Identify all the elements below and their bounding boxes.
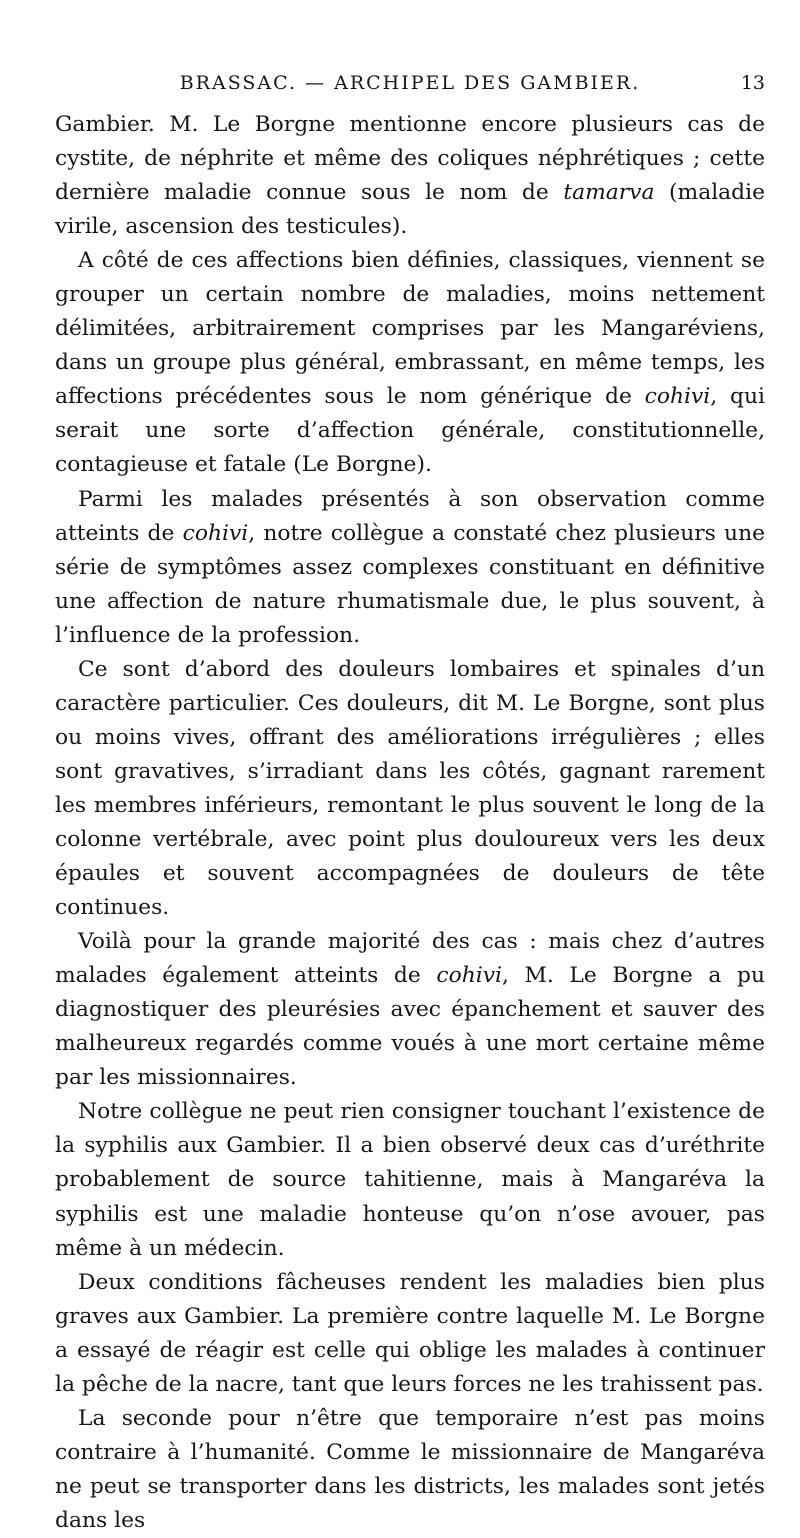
text-run: Parmi les malades présentés à son observation comme atteints de (55, 486, 765, 546)
text-run: Gambier. M. Le Borgne mentionne encore plusieurs cas de cystite, de néphrite et même des coliques néphrétiques ; cette dernière maladie connue sous le nom de (55, 112, 765, 206)
paragraph-3 (55, 483, 765, 653)
text-run: La seconde pour n’être que temporaire n’est pas moins contraire à l’humanité. Comme le missionnaire de Mangaréva ne peut se transporter dans les districts, les malades sont jetés dans les (55, 1405, 765, 1533)
paragraph-8 (55, 1402, 765, 1538)
page-number: 13 (740, 72, 765, 94)
italic-term: cohivi (644, 384, 711, 410)
text-run: Deux conditions fâcheuses rendent les maladies bien plus graves aux Gambier. La première contre laquelle M. Le Borgne a essayé de réagir est celle qui oblige les malades à continuer la pêche de la nacre, tant que leurs forces ne les trahissent pas. (55, 1269, 765, 1397)
paragraph-2 (55, 244, 765, 482)
running-title: BRASSAC. — ARCHIPEL DES GAMBIER. (179, 72, 641, 94)
text-run: A côté de ces affections bien définies, classiques, viennent se grouper un certain nombre de maladies, moins nettement délimitées, arbitrairement comprises par les Mangaréviens, dans un groupe plus général, embrassant, en même temps, les affections précédentes sous le nom générique de (55, 248, 765, 410)
text-run: , M. Le Borgne a pu diagnostiquer des pleurésies avec épanchement et sauver des malheureux regardés comme voués à une mort certaine même par les missionnaires. (55, 963, 765, 1091)
text-run: (maladie virile, ascension des testicules). (55, 180, 765, 240)
italic-term: tamarva (563, 180, 655, 206)
italic-term: cohivi (436, 963, 502, 989)
text-run: , notre collègue a constaté chez plusieurs une série de symptômes assez complexes constituant en définitive une affection de nature rhumatismale due, le plus souvent, à l’influence de la profession. (55, 520, 766, 648)
text-run: Notre collègue ne peut rien consigner touchant l’existence de la syphilis aux Gambier. Il a bien observé deux cas d’uréthrite probablement de source tahitienne, mais à Mangaréva la syphilis est une maladie honteuse qu’on n’ose avouer, pas même à un médecin. (55, 1099, 765, 1261)
running-head (55, 70, 765, 100)
paragraph-5 (55, 925, 765, 1095)
italic-term: cohivi (182, 520, 249, 546)
paragraph-6 (55, 1095, 765, 1265)
text-run: Voilà pour la grande majorité des cas : mais chez d’autres malades également atteints de (55, 929, 765, 989)
text-run: Ce sont d’abord des douleurs lombaires et spinales d’un caractère particulier. Ces douleurs, dit M. Le Borgne, sont plus ou moins vives, offrant des améliorations irrégulières ; elles sont gravatives, s’irradiant dans les côtés, gagnant rarement les membres inférieurs, remontant le plus souvent le long de la colonne vertébrale, avec point plus douloureux vers les deux épaules et souvent accompagnées de douleurs de tête continues. (55, 656, 765, 921)
body-text (55, 108, 765, 1538)
paragraph-4 (55, 653, 765, 925)
paragraph-1 (55, 108, 765, 244)
text-run: , qui serait une sorte d’affection générale, constitutionnelle, contagieuse et fatale (Le Borgne). (55, 384, 765, 478)
paragraph-7 (55, 1266, 765, 1402)
